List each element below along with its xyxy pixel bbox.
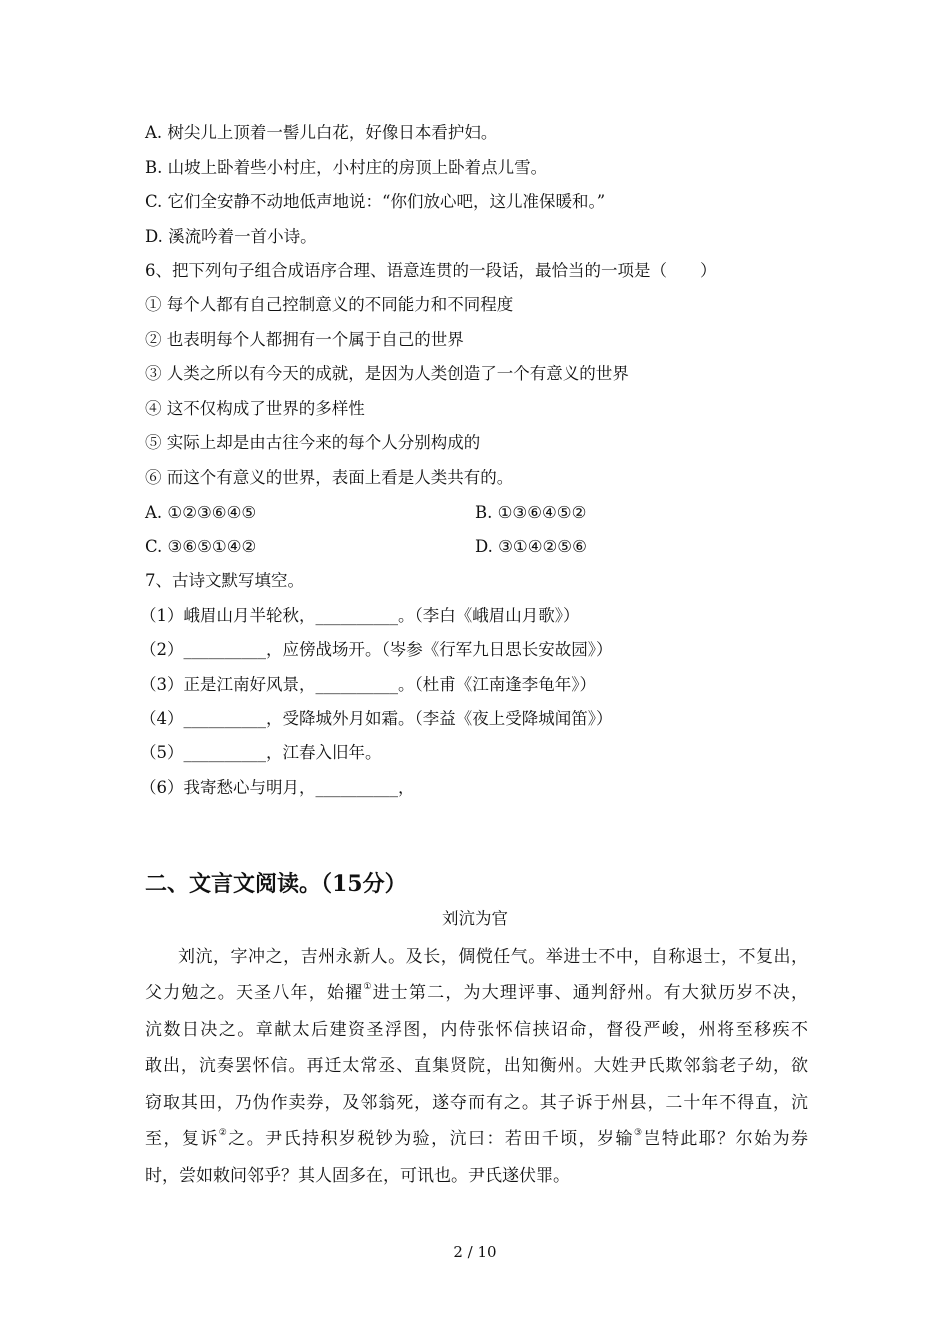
- text: 父力勉之。天圣八年，始擢: [145, 983, 364, 1003]
- fill-blank-item: （3）正是江南好风景，__________。（杜甫《江南逢李龟年》）: [140, 675, 596, 694]
- sentence: ③ 人类之所以有今天的成就，是因为人类创造了一个有意义的世界: [145, 364, 629, 383]
- footnote-marker: ②: [218, 1128, 229, 1138]
- option-c: C. 它们全安静不动地低声地说：“你们放心吧，这儿准保暖和。”: [145, 192, 606, 211]
- option-d: D. 溪流吟着一首小诗。: [145, 227, 317, 246]
- fill-blank-item: （2）__________，应傍战场开。（岑参《行军九日思长安故园》）: [140, 640, 613, 659]
- option-d: D. ③①④②⑤⑥: [475, 537, 587, 556]
- passage-line: 刘沆，字冲之，吉州永新人。及长，倜傥任气。举进士不中，自称退士，不复出，: [178, 947, 808, 967]
- question-stem: 7、古诗文默写填空。: [145, 571, 304, 590]
- page-number: 2 / 10: [453, 1243, 497, 1261]
- footnote-marker: ①: [363, 982, 373, 992]
- passage-title: 刘沆为官: [442, 909, 508, 928]
- option-a: A. ①②③⑥④⑤: [145, 503, 257, 522]
- passage-line: [145, 1128, 808, 1150]
- fill-blank-item: （1）峨眉山月半轮秋，__________。（李白《峨眉山月歌》）: [140, 606, 580, 625]
- sentence: ④ 这不仅构成了世界的多样性: [145, 399, 365, 418]
- passage-line: 时，尝如敕问邻乎？其人固多在，可讯也。尹氏遂伏罪。: [145, 1166, 570, 1186]
- text: 进士第二，为大理评事、通判舒州。有大狱历岁不决，: [372, 983, 808, 1003]
- passage-line: 沆数日决之。章献太后建资圣浮图，内侍张怀信挟诏命，督役严峻，州将至移疾不: [145, 1020, 808, 1040]
- fill-blank-item: （4）__________，受降城外月如霜。（李益《夜上受降城闻笛》）: [140, 709, 613, 728]
- option-a: A. 树尖儿上顶着一髻儿白花，好像日本看护妇。: [145, 123, 498, 142]
- question-stem: 6、把下列句子组合成语序合理、语意连贯的一段话，最恰当的一项是（ ）: [145, 261, 717, 280]
- passage-line: 窃取其田，乃伪作卖券，及邻翁死，遂夺而有之。其子诉于州县，二十年不得直，沆: [145, 1093, 808, 1113]
- fill-blank-item: （6）我寄愁心与明月，__________，: [140, 778, 415, 797]
- passage-line: 敢出，沆奏罢怀信。再迁太常丞、直集贤院，出知衡州。大姓尹氏欺邻翁老子幼，欲: [145, 1056, 808, 1076]
- passage-line: [145, 982, 808, 1004]
- footnote-marker: ③: [633, 1128, 644, 1138]
- section-heading: 二、文言文阅读。（15分）: [145, 871, 407, 897]
- sentence: ② 也表明每个人都拥有一个属于自己的世界: [145, 330, 464, 349]
- fill-blank-item: （5）__________，江春入旧年。: [140, 743, 382, 762]
- option-b: B. ①③⑥④⑤②: [475, 503, 587, 522]
- sentence: ⑥ 而这个有意义的世界，表面上看是人类共有的。: [145, 468, 514, 487]
- option-c: C. ③⑥⑤①④②: [145, 537, 257, 556]
- text: 至，复诉: [145, 1129, 219, 1149]
- sentence: ⑤ 实际上却是由古往今来的每个人分别构成的: [145, 433, 481, 452]
- text: 之。尹氏持积岁税钞为验，沆曰：若田千顷，岁输: [228, 1129, 634, 1149]
- text: 岂特此耶？尔始为券: [643, 1129, 809, 1149]
- option-b: B. 山坡上卧着些小村庄，小村庄的房顶上卧着点儿雪。: [145, 158, 548, 177]
- sentence: ① 每个人都有自己控制意义的不同能力和不同程度: [145, 295, 514, 314]
